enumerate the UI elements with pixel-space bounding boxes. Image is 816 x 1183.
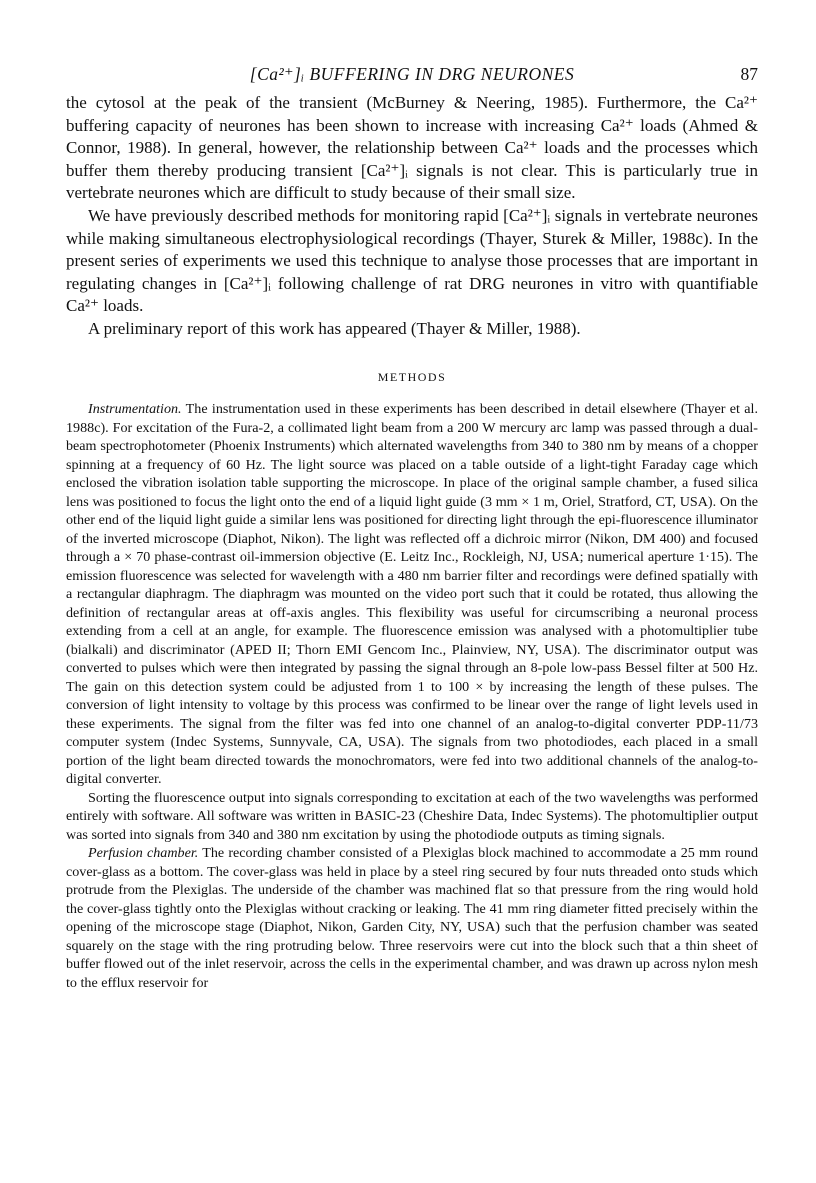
paragraph-text: The recording chamber consisted of a Plexiglas block machined to accommodate a 25 mm round cover-glass as a bottom. The cover-glass was held in place by a steel ring secured by four nuts threaded onto studs which protrude from the Plexiglas. The underside of the chamber was machined flat so that pressure from the ring would hold the cover-glass tightly onto the Plexiglas without cracking or leaking. The 41 mm ring diameter fitted precisely within the opening of the microscope stage (Diaphot, Nikon, Garden City, NY, USA) such that the perfusion chamber was seated squarely on the stage with the ring protruding below. Three reservoirs were cut into the block such that a thin sheet of buffer flowed out of the inlet reservoir, across the cells in the experimental chamber, and was drawn up across nylon mesh to the efflux reservoir for [66, 845, 758, 991]
perfusion-paragraph [66, 844, 758, 992]
introduction-text [66, 92, 758, 341]
section-heading-methods: METHODS [377, 370, 447, 384]
run-in-heading: Instrumentation. [88, 401, 182, 417]
paragraph-text: The instrumentation used in these experiments has been described in detail elsewhere (Thayer et al. 1988c). For excitation of the Fura-2, a collimated light beam from a 200 W mercury arc lamp was passed through a dual-beam spectrophotometer (Phoenix Instruments) which alternated wavelengths from 340 to 380 nm by means of a chopper spinning at a frequency of 60 Hz. The light source was placed on a table outside of a light-tight Faraday cage which enclosed the vibration isolation table supporting the microscope. In place of the original sample chamber, a fused silica lens was positioned to focus the light onto the end of a liquid light guide (3 mm × 1 m, Oriel, Stratford, CT, USA). On the other end of the liquid light guide a similar lens was positioned for directing light through the epi-fluorescence illuminator of the inverted microscope (Diaphot, Nikon). The light was reflected off a dichroic mirror (Nikon, DM 400) and focused through a × 70 phase-contrast oil-immersion objective (E. Leitz Inc., Rockleigh, NJ, USA; numerical aperture 1·15). The emission fluorescence was selected for wavelength with a 480 nm barrier filter and recordings were defined spatially with a rectangular diaphragm. The diaphragm was mounted on the video port such that it could be rotated, thus allowing the definition of rectangular areas at off-axis angles. This flexibility was useful for circumscribing a neuronal process extending from a cell at an angle, for example. The fluorescence emission was analysed with a photomultiplier tube (bialkali) and discriminator (APED II; Thorn EMI Gencom Inc., Plainview, NY, USA). The discriminator output was converted to pulses which were then integrated by passing the signal through an 8-pole low-pass Bessel filter at 500 Hz. The gain on this detection system could be adjusted from 1 to 100 × by increasing the length of these pulses. The conversion of light intensity to voltage by this process was confirmed to be linear over the range of light levels used in these experiments. The signal from the filter was fed into one channel of an analog-to-digital converter PDP-11/73 computer system (Indec Systems, Sunnyvale, CA, USA). The signals from two photodiodes, each placed in a small portion of the light beam directed towards the monochromators, were fed into two additional channels of the analog-to-digital converter. [66, 401, 758, 787]
instrumentation-paragraph [66, 400, 758, 789]
intro-paragraph: We have previously described methods for monitoring rapid [Ca²⁺]ᵢ signals in vertebrate neurones while making simultaneous electrophysiological recordings (Thayer, Sturek & Miller, 1988c). In the present series of experiments we used this technique to analyse those processes that are important in regulating changes in [Ca²⁺]ᵢ following challenge of rat DRG neurones in vitro with quantifiable Ca²⁺ loads. [66, 205, 758, 316]
page-number: 87 [740, 64, 758, 84]
intro-paragraph: A preliminary report of this work has appeared (Thayer & Miller, 1988). [88, 318, 581, 338]
sorting-paragraph: Sorting the fluorescence output into signals corresponding to excitation at each of the two wavelengths was performed entirely with software. All software was written in BASIC-23 (Cheshire Data, Indec Systems). The photomultiplier output was sorted into signals from 340 and 380 nm excitation by using the photodiode outputs as timing signals. [66, 789, 758, 843]
run-in-heading: Perfusion chamber. [88, 845, 199, 861]
methods-section [66, 400, 758, 992]
running-title: [Ca²⁺]ᵢ BUFFERING IN DRG NEURONES [249, 64, 575, 84]
page-header [66, 64, 758, 88]
intro-paragraph: the cytosol at the peak of the transient (McBurney & Neering, 1985). Furthermore, the Ca²⁺ buffering capacity of neurones has been shown to increase with increasing Ca²⁺ loads (Ahmed & Connor, 1988). In general, however, the relationship between Ca²⁺ loads and the processes which buffer them thereby producing transient [Ca²⁺]ᵢ signals is not clear. This is particularly true in vertebrate neurones which are difficult to study because of their small size. [66, 93, 758, 203]
